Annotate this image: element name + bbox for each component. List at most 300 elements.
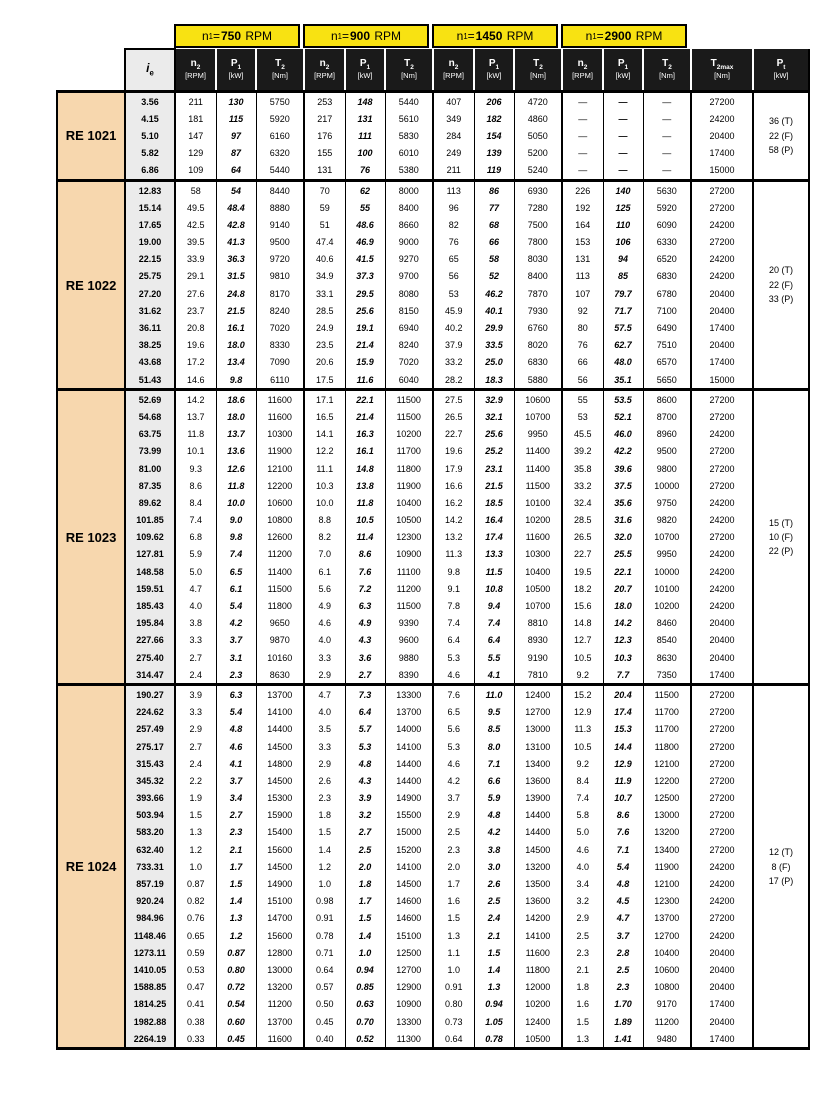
p1-cell: 2.3	[216, 666, 256, 685]
t2-cell: 5630	[643, 180, 691, 199]
model-cell: RE 1022	[57, 180, 125, 389]
ratio-cell: 5.82	[125, 145, 175, 162]
table-row	[57, 216, 809, 233]
t2-cell: 13000	[643, 807, 691, 824]
p1-cell: 35.6	[603, 494, 643, 511]
n2-cell: 40.2	[433, 319, 474, 336]
t2max-cell: 20400	[691, 961, 753, 978]
n2-cell: 0.59	[175, 944, 216, 961]
p1-cell: 6.3	[345, 597, 385, 614]
table-row	[57, 1013, 809, 1030]
n2-cell: 217	[304, 110, 345, 127]
t2-cell: —	[643, 145, 691, 162]
n2-cell: 0.78	[304, 927, 345, 944]
p1-cell: 3.7	[216, 632, 256, 649]
n2-cell: 1.0	[433, 961, 474, 978]
col-header-n2: $n_2$ [RPM]	[433, 49, 474, 92]
ratio-cell: 148.58	[125, 563, 175, 580]
table-row	[57, 944, 809, 961]
p1-cell: 29.5	[345, 285, 385, 302]
n2-cell: 10.3	[304, 477, 345, 494]
p1-cell: 77	[474, 199, 514, 216]
p1-cell: 0.70	[345, 1013, 385, 1030]
t2-cell: 13600	[514, 893, 562, 910]
col-header-n2: $n_2$ [RPM]	[562, 49, 603, 92]
ratio-cell: 190.27	[125, 685, 175, 704]
table-row	[57, 371, 809, 390]
t2-cell: 11600	[256, 390, 304, 409]
pt-cell: 15 (T) 10 (F) 22 (P)	[753, 390, 809, 685]
t2max-cell: 24200	[691, 216, 753, 233]
p1-cell: 12.9	[603, 755, 643, 772]
table-row	[57, 354, 809, 371]
col-header-p1: $P_1$ [kW]	[474, 49, 514, 92]
table-row	[57, 251, 809, 268]
p1-cell: 0.80	[216, 961, 256, 978]
speed-band-1450: n 1 = 1450 RPM	[432, 24, 558, 48]
p1-cell: 0.45	[216, 1030, 256, 1049]
t2-cell: 14900	[385, 790, 433, 807]
model-cell: RE 1021	[57, 92, 125, 181]
ratings-table	[56, 24, 810, 1050]
p1-cell: 41.5	[345, 251, 385, 268]
p1-cell: 4.9	[345, 615, 385, 632]
ratio-cell: 632.40	[125, 841, 175, 858]
t2-cell: 14400	[514, 824, 562, 841]
n2-cell: 1.5	[562, 1013, 603, 1030]
table-row	[57, 408, 809, 425]
n2-cell: 66	[562, 354, 603, 371]
ratio-cell: 275.17	[125, 738, 175, 755]
t2-cell: 6320	[256, 145, 304, 162]
n2-cell: 9.3	[175, 460, 216, 477]
t2-cell: 12600	[256, 529, 304, 546]
t2-cell: 7810	[514, 666, 562, 685]
t2-cell: 14100	[256, 704, 304, 721]
n2-cell: 3.3	[175, 704, 216, 721]
p1-cell: 21.4	[345, 408, 385, 425]
n2-cell: 1.3	[175, 824, 216, 841]
p1-cell: 11.8	[345, 494, 385, 511]
col-header-t2max: $T_{2max}$ [Nm]	[691, 49, 753, 92]
n2-cell: 153	[562, 234, 603, 251]
p1-cell: 3.6	[345, 649, 385, 666]
table-row	[57, 841, 809, 858]
p1-cell: 5.4	[216, 704, 256, 721]
table-row	[57, 162, 809, 181]
p1-cell: 42.8	[216, 216, 256, 233]
t2-cell: 8700	[643, 408, 691, 425]
t2-cell: 6570	[643, 354, 691, 371]
n2-cell: 1.8	[562, 979, 603, 996]
n2-cell: 56	[562, 371, 603, 390]
p1-cell: 17.4	[603, 704, 643, 721]
n2-cell: 1.1	[433, 944, 474, 961]
t2max-cell: 24200	[691, 512, 753, 529]
table-row	[57, 772, 809, 789]
n2-cell: 0.40	[304, 1030, 345, 1049]
p1-cell: 100	[345, 145, 385, 162]
p1-cell: 13.7	[216, 426, 256, 443]
p1-cell: 16.4	[474, 512, 514, 529]
t2max-cell: 27200	[691, 824, 753, 841]
t2max-cell: 27200	[691, 738, 753, 755]
t2max-cell: 20400	[691, 127, 753, 144]
ratio-cell: 17.65	[125, 216, 175, 233]
ratio-cell: 27.20	[125, 285, 175, 302]
n2-cell: 6.5	[433, 704, 474, 721]
t2-cell: 12200	[643, 772, 691, 789]
corner-spacer	[57, 49, 125, 92]
t2-cell: 9950	[643, 546, 691, 563]
p1-cell: 3.7	[216, 772, 256, 789]
n2-cell: 2.0	[433, 858, 474, 875]
table-row	[57, 597, 809, 614]
n2-cell: 1.2	[175, 841, 216, 858]
t2-cell: 14500	[256, 738, 304, 755]
t2-cell: 8440	[256, 180, 304, 199]
p1-cell: 1.5	[474, 944, 514, 961]
t2-cell: 15600	[256, 841, 304, 858]
ratio-cell: 4.15	[125, 110, 175, 127]
p1-cell: 52.1	[603, 408, 643, 425]
n2-cell: 3.8	[175, 615, 216, 632]
table-row	[57, 546, 809, 563]
n2-cell: 4.7	[304, 685, 345, 704]
n2-cell: 3.3	[175, 632, 216, 649]
t2-cell: 7510	[643, 337, 691, 354]
n2-cell: 0.82	[175, 893, 216, 910]
n2-cell: 284	[433, 127, 474, 144]
t2-cell: 11800	[385, 460, 433, 477]
n2-cell: 65	[433, 251, 474, 268]
p1-cell: 8.0	[474, 738, 514, 755]
table-row	[57, 390, 809, 409]
p1-cell: 9.0	[216, 512, 256, 529]
n2-cell: 4.0	[175, 597, 216, 614]
table-row	[57, 180, 809, 199]
t2-cell: 11700	[385, 443, 433, 460]
t2-cell: 4860	[514, 110, 562, 127]
ratio-cell: 87.35	[125, 477, 175, 494]
t2-cell: 6930	[514, 180, 562, 199]
n2-cell: 0.65	[175, 927, 216, 944]
n2-cell: 28.5	[304, 302, 345, 319]
n2-cell: 1.4	[304, 841, 345, 858]
t2-cell: 10700	[514, 408, 562, 425]
n2-cell: 27.5	[433, 390, 474, 409]
t2-cell: 14500	[385, 875, 433, 892]
p1-cell: 7.2	[345, 580, 385, 597]
t2-cell: —	[643, 162, 691, 181]
p1-cell: 57.5	[603, 319, 643, 336]
p1-cell: 25.2	[474, 443, 514, 460]
p1-cell: 32.1	[474, 408, 514, 425]
n2-cell: 1.6	[562, 996, 603, 1013]
t2max-cell: 24200	[691, 563, 753, 580]
n2-cell: 349	[433, 110, 474, 127]
table-row	[57, 580, 809, 597]
n2-cell: 2.2	[175, 772, 216, 789]
t2-cell: 11800	[643, 738, 691, 755]
table-row	[57, 460, 809, 477]
n2-cell: 0.47	[175, 979, 216, 996]
p1-cell: 4.7	[603, 910, 643, 927]
t2-cell: 12900	[385, 979, 433, 996]
p1-cell: 18.6	[216, 390, 256, 409]
t2max-cell: 17400	[691, 354, 753, 371]
n2-cell: 1.3	[562, 1030, 603, 1049]
p1-cell: 32.0	[603, 529, 643, 546]
n2-cell: 3.5	[304, 721, 345, 738]
p1-cell: 148	[345, 92, 385, 111]
p1-cell: 4.2	[474, 824, 514, 841]
p1-cell: 4.8	[216, 721, 256, 738]
t2-cell: 9880	[385, 649, 433, 666]
ratio-cell: 583.20	[125, 824, 175, 841]
p1-cell: 6.3	[216, 685, 256, 704]
t2-cell: 13000	[514, 721, 562, 738]
n2-cell: 92	[562, 302, 603, 319]
ratio-cell: 1982.88	[125, 1013, 175, 1030]
n2-cell: 0.91	[304, 910, 345, 927]
n2-cell: 7.4	[562, 790, 603, 807]
p1-cell: 1.4	[216, 893, 256, 910]
t2-cell: 9140	[256, 216, 304, 233]
n2-cell: 2.1	[562, 961, 603, 978]
p1-cell: 2.5	[603, 961, 643, 978]
n2-cell: 1.0	[175, 858, 216, 875]
model-group	[57, 390, 809, 685]
p1-cell: 7.3	[345, 685, 385, 704]
p1-cell: 13.3	[474, 546, 514, 563]
p1-cell: 4.3	[345, 772, 385, 789]
t2max-cell: 15000	[691, 371, 753, 390]
t2-cell: 10100	[514, 494, 562, 511]
t2-cell: 8600	[643, 390, 691, 409]
n2-cell: 5.8	[562, 807, 603, 824]
speed-band-750: n 1 = 750 RPM	[174, 24, 300, 48]
p1-cell: 7.7	[603, 666, 643, 685]
col-header-pt: $P_t$ [kW]	[753, 49, 809, 92]
model-group	[57, 180, 809, 389]
p1-cell: 1.70	[603, 996, 643, 1013]
n2-cell: 96	[433, 199, 474, 216]
p1-cell: 0.63	[345, 996, 385, 1013]
t2-cell: 14500	[514, 841, 562, 858]
ratio-cell: 25.75	[125, 268, 175, 285]
n2-cell: 20.6	[304, 354, 345, 371]
t2-cell: 10000	[643, 477, 691, 494]
n2-cell: 8.6	[175, 477, 216, 494]
t2-cell: 6010	[385, 145, 433, 162]
n2-cell: 6.1	[304, 563, 345, 580]
ratio-cell: 195.84	[125, 615, 175, 632]
n2-cell: 1.5	[433, 910, 474, 927]
t2max-cell: 15000	[691, 162, 753, 181]
table-row	[57, 110, 809, 127]
speed-header-row	[174, 24, 810, 48]
table-row	[57, 234, 809, 251]
t2max-cell: 20400	[691, 979, 753, 996]
n2-cell: 4.9	[304, 597, 345, 614]
n2-cell: 19.5	[562, 563, 603, 580]
p1-cell: 0.85	[345, 979, 385, 996]
p1-cell: —	[603, 92, 643, 111]
p1-cell: 1.05	[474, 1013, 514, 1030]
p1-cell: 20.7	[603, 580, 643, 597]
n2-cell: 6.8	[175, 529, 216, 546]
t2-cell: 7020	[256, 319, 304, 336]
ratio-cell: 345.32	[125, 772, 175, 789]
n2-cell: 2.9	[304, 666, 345, 685]
t2max-cell: 17400	[691, 666, 753, 685]
p1-cell: 1.4	[474, 961, 514, 978]
t2max-cell: 24200	[691, 927, 753, 944]
t2-cell: 10800	[256, 512, 304, 529]
n2-cell: 1.5	[304, 824, 345, 841]
n2-cell: 53	[562, 408, 603, 425]
p1-cell: 71.7	[603, 302, 643, 319]
n2-cell: 17.1	[304, 390, 345, 409]
table-row	[57, 302, 809, 319]
t2-cell: 14400	[385, 755, 433, 772]
p1-cell: 1.8	[345, 875, 385, 892]
ratio-cell: 89.62	[125, 494, 175, 511]
p1-cell: 3.0	[474, 858, 514, 875]
p1-cell: 10.7	[603, 790, 643, 807]
p1-cell: 17.4	[474, 529, 514, 546]
p1-cell: 32.9	[474, 390, 514, 409]
p1-cell: 18.3	[474, 371, 514, 390]
table-row	[57, 704, 809, 721]
ratio-cell: 54.68	[125, 408, 175, 425]
p1-cell: 4.5	[603, 893, 643, 910]
n2-cell: 34.9	[304, 268, 345, 285]
p1-cell: 46.2	[474, 285, 514, 302]
n2-cell: 10.5	[562, 738, 603, 755]
t2-cell: 15300	[256, 790, 304, 807]
n2-cell: 17.5	[304, 371, 345, 390]
p1-cell: 9.8	[216, 529, 256, 546]
p1-cell: 48.4	[216, 199, 256, 216]
t2-cell: 13700	[256, 1013, 304, 1030]
t2-cell: 12800	[256, 944, 304, 961]
t2-cell: 10500	[385, 512, 433, 529]
p1-cell: 15.9	[345, 354, 385, 371]
n2-cell: 3.3	[304, 649, 345, 666]
n2-cell: 8.4	[175, 494, 216, 511]
ratio-cell: 63.75	[125, 426, 175, 443]
n2-cell: 42.5	[175, 216, 216, 233]
p1-cell: 11.9	[603, 772, 643, 789]
table-row	[57, 512, 809, 529]
p1-cell: 16.1	[216, 319, 256, 336]
p1-cell: 2.5	[345, 841, 385, 858]
n2-cell: 176	[304, 127, 345, 144]
t2-cell: 11800	[514, 961, 562, 978]
p1-cell: 10.0	[216, 494, 256, 511]
n2-cell: 28.2	[433, 371, 474, 390]
table-row	[57, 285, 809, 302]
t2-cell: 12200	[256, 477, 304, 494]
p1-cell: —	[603, 145, 643, 162]
t2-cell: 10500	[514, 1030, 562, 1049]
n2-cell: 0.64	[433, 1030, 474, 1049]
t2-cell: 14800	[256, 755, 304, 772]
n2-cell: 33.2	[433, 354, 474, 371]
n2-cell: 147	[175, 127, 216, 144]
n2-cell: 1.0	[304, 875, 345, 892]
n2-cell: 11.3	[562, 721, 603, 738]
p1-cell: 3.1	[216, 649, 256, 666]
n2-cell: 23.5	[304, 337, 345, 354]
t2-cell: 5200	[514, 145, 562, 162]
n2-cell: 4.0	[562, 858, 603, 875]
p1-cell: 1.89	[603, 1013, 643, 1030]
t2-cell: 10200	[514, 512, 562, 529]
p1-cell: 62.7	[603, 337, 643, 354]
table-row	[57, 494, 809, 511]
ratio-cell: 38.25	[125, 337, 175, 354]
n2-cell: —	[562, 127, 603, 144]
t2-cell: 5920	[643, 199, 691, 216]
t2-cell: 10500	[514, 580, 562, 597]
t2-cell: 14700	[256, 910, 304, 927]
t2-cell: 7090	[256, 354, 304, 371]
p1-cell: 24.8	[216, 285, 256, 302]
t2-cell: 9600	[385, 632, 433, 649]
p1-cell: 5.4	[216, 597, 256, 614]
table-row	[57, 755, 809, 772]
p1-cell: 111	[345, 127, 385, 144]
ratio-cell: 109.62	[125, 529, 175, 546]
t2-cell: 14000	[385, 721, 433, 738]
ratio-cell: 159.51	[125, 580, 175, 597]
t2max-cell: 17400	[691, 145, 753, 162]
p1-cell: 2.5	[474, 893, 514, 910]
t2-cell: 7350	[643, 666, 691, 685]
n2-cell: 27.6	[175, 285, 216, 302]
t2-cell: 10400	[643, 944, 691, 961]
p1-cell: 15.3	[603, 721, 643, 738]
table-row	[57, 875, 809, 892]
p1-cell: 21.4	[345, 337, 385, 354]
t2-cell: 9950	[514, 426, 562, 443]
p1-cell: 5.4	[603, 858, 643, 875]
p1-cell: 11.4	[345, 529, 385, 546]
n2-cell: 4.7	[175, 580, 216, 597]
n2-cell: 12.9	[562, 704, 603, 721]
t2max-cell: 20400	[691, 302, 753, 319]
n2-cell: 10.5	[562, 649, 603, 666]
t2max-cell: 20400	[691, 337, 753, 354]
t2-cell: 11500	[643, 685, 691, 704]
t2-cell: 5240	[514, 162, 562, 181]
p1-cell: 9.4	[474, 597, 514, 614]
n2-cell: 113	[562, 268, 603, 285]
t2-cell: 13400	[514, 755, 562, 772]
n2-cell: 131	[304, 162, 345, 181]
table-row	[57, 893, 809, 910]
ratings-data-table	[56, 48, 810, 1050]
t2-cell: 11400	[256, 563, 304, 580]
t2-cell: 13200	[256, 979, 304, 996]
ratio-cell: 12.83	[125, 180, 175, 199]
p1-cell: 3.7	[603, 927, 643, 944]
t2max-cell: 27200	[691, 443, 753, 460]
p1-cell: 4.8	[474, 807, 514, 824]
